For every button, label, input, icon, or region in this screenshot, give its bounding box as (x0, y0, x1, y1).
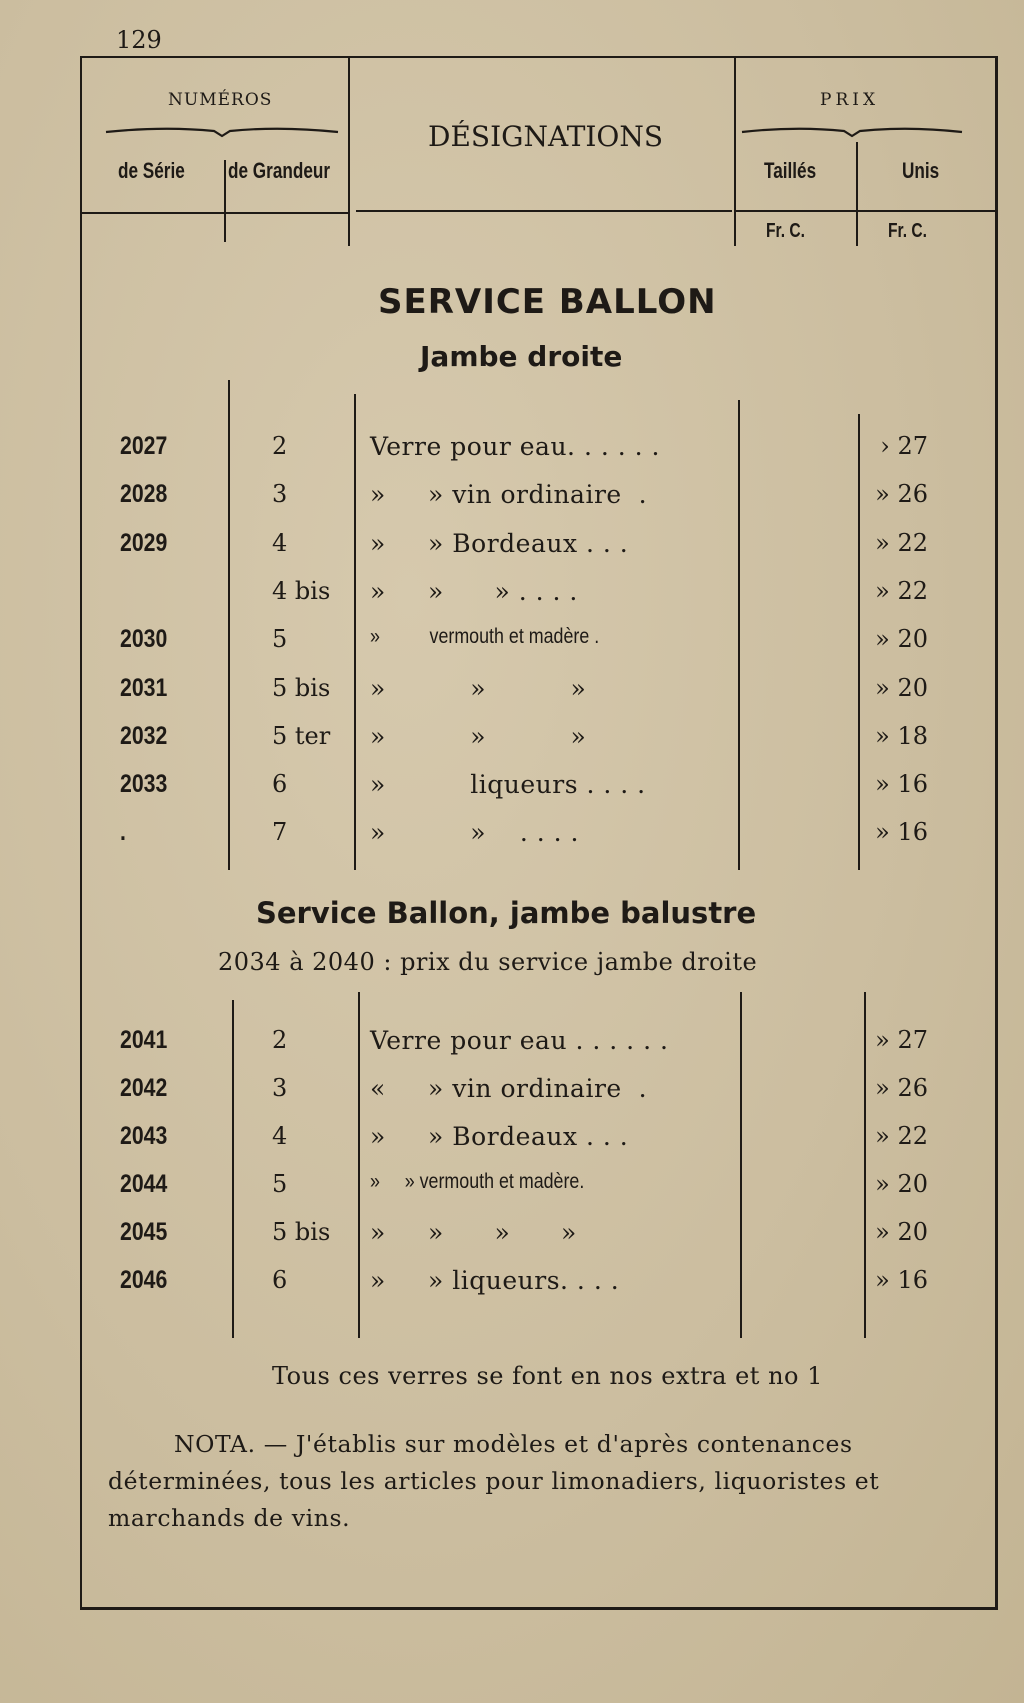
serie-number: 2044 (120, 1170, 168, 1198)
designation: » » Bordeaux . . . (370, 528, 629, 558)
size-number: 7 (272, 818, 288, 847)
designation: » » liqueurs. . . . (370, 1266, 620, 1295)
serie-number: 2031 (120, 673, 168, 702)
section1-subtitle: Jambe droite (420, 340, 623, 373)
size-number: 3 (272, 480, 288, 509)
designation: » » vermouth et madère. (370, 1170, 585, 1193)
header-fr-c: Fr. C. (888, 220, 928, 242)
table-row (0, 1170, 1024, 1210)
table-row (0, 1074, 1024, 1114)
price-unis: » 27 (875, 1026, 928, 1054)
price-unis: » 26 (875, 480, 928, 509)
serie-number: 2030 (120, 625, 168, 654)
price-unis: » 26 (875, 1074, 928, 1102)
designation: » » » . . . . (370, 576, 578, 606)
size-number: 5 bis (272, 1218, 331, 1246)
section1-title: SERVICE BALLON (378, 282, 717, 322)
header-prix: PRIX (820, 90, 880, 110)
serie-number: 2033 (120, 770, 168, 799)
section2-subtitle: 2034 à 2040 : prix du service jambe droite (218, 948, 758, 976)
table-row (0, 480, 1024, 520)
size-number: 4 (272, 1122, 288, 1150)
header-unis: Unis (902, 158, 940, 183)
nota-line2: déterminées, tous les articles pour limonadiers, liquoristes et (108, 1467, 880, 1495)
price-unis: » 22 (875, 1122, 928, 1150)
header-de-serie: de Série (118, 158, 185, 183)
header-tailles: Taillés (764, 158, 817, 183)
size-number: 6 (272, 770, 288, 799)
serie-number: 2042 (120, 1074, 168, 1102)
price-unis: » 18 (875, 721, 928, 750)
price-unis: » 20 (875, 1218, 928, 1246)
serie-number: 2041 (120, 1026, 168, 1054)
header-divider (734, 56, 736, 246)
size-number: 6 (272, 1266, 288, 1294)
table-row (0, 1266, 1024, 1306)
table-row (0, 722, 1024, 762)
table-row (0, 529, 1024, 569)
size-number: 4 bis (272, 576, 331, 605)
size-number: 5 bis (272, 673, 331, 702)
header-divider (224, 160, 226, 242)
header-numeros: NUMÉROS (168, 90, 273, 110)
table-row (0, 770, 1024, 810)
table-row (0, 818, 1024, 858)
serie-number: 2043 (120, 1122, 168, 1150)
designation: » » » (370, 721, 587, 751)
footnote: Tous ces verres se font en nos extra et no 1 (272, 1362, 823, 1390)
table-row (0, 1026, 1024, 1066)
header-fr-c: Fr. C. (766, 220, 806, 242)
header-divider (856, 142, 858, 246)
nota-line3: marchands de vins. (108, 1504, 351, 1532)
brace-prix (740, 124, 964, 138)
designation: » » » » (370, 1218, 577, 1247)
table-row (0, 1218, 1024, 1258)
table-row (0, 1122, 1024, 1162)
page-number: 129 (116, 26, 162, 54)
table-row (0, 432, 1024, 472)
size-number: 5 (272, 625, 288, 654)
header-rule (356, 210, 732, 212)
designation: Verre pour eau . . . . . . (370, 1026, 669, 1055)
serie-number: . (120, 818, 126, 847)
price-unis: › 27 (880, 432, 928, 460)
designation: » liqueurs . . . . (370, 770, 646, 800)
designation: » » vin ordinaire . (370, 480, 648, 510)
brace-numeros (104, 124, 340, 138)
size-number: 5 ter (272, 721, 331, 750)
price-unis: » 20 (875, 625, 928, 654)
serie-number: 2045 (120, 1218, 168, 1246)
designation: » » Bordeaux . . . (370, 1122, 629, 1151)
header-rule (736, 210, 996, 212)
size-number: 2 (272, 1026, 288, 1054)
serie-number: 2046 (120, 1266, 168, 1294)
table-row (0, 625, 1024, 665)
header-designations: DÉSIGNATIONS (428, 120, 664, 153)
size-number: 4 (272, 528, 288, 557)
table-row (0, 674, 1024, 714)
designation: Verre pour eau. . . . . . (370, 432, 660, 461)
price-unis: » 22 (875, 576, 928, 605)
price-unis: » 16 (875, 770, 928, 799)
section2-title: Service Ballon, jambe balustre (256, 896, 757, 930)
price-unis: » 16 (875, 1266, 928, 1294)
designation: » » . . . . (370, 818, 579, 848)
price-unis: » 22 (875, 528, 928, 557)
size-number: 2 (272, 432, 288, 460)
size-number: 5 (272, 1170, 288, 1198)
header-rule (80, 212, 348, 214)
size-number: 3 (272, 1074, 288, 1102)
designation: » vermouth et madère . (370, 625, 600, 649)
designation: « » vin ordinaire . (370, 1074, 648, 1103)
price-unis: » 20 (875, 1170, 928, 1198)
nota-line1: NOTA. — J'établis sur modèles et d'après contenances (174, 1430, 853, 1458)
serie-number: 2029 (120, 528, 168, 557)
serie-number: 2032 (120, 721, 168, 750)
header-divider (348, 56, 350, 246)
header-de-grandeur: de Grandeur (228, 158, 331, 183)
price-unis: » 20 (875, 673, 928, 702)
price-unis: » 16 (875, 818, 928, 847)
designation: » » » (370, 673, 587, 703)
serie-number: 2028 (120, 480, 168, 509)
serie-number: 2027 (120, 432, 168, 460)
table-row (0, 577, 1024, 617)
